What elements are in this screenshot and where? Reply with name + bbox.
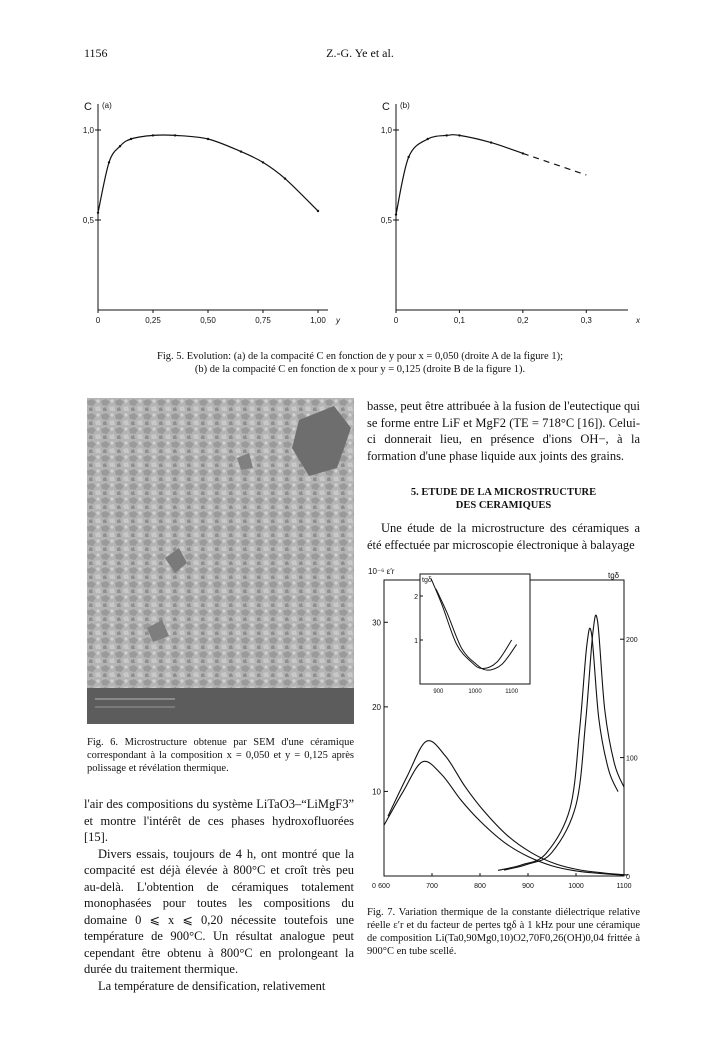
x-tick-label: 1100: [616, 883, 632, 890]
right-axis-label: tgδ: [608, 571, 620, 580]
sem-micrograph: [87, 398, 354, 724]
x-tick-label: 0,25: [145, 316, 161, 325]
y-tick-label-left: 30: [372, 618, 381, 628]
data-point: [152, 134, 154, 136]
y-axis-label: C: [382, 101, 390, 113]
x-tick-label: 800: [474, 883, 486, 890]
y-tick-label-left: 10: [372, 787, 381, 797]
series-line: [396, 135, 523, 215]
y-tick-label-left: 20: [372, 702, 381, 712]
x-tick-label: 0: [393, 316, 399, 325]
y-tick-label: 0,5: [380, 216, 392, 225]
left-para-3: La température de densification, relativement: [98, 978, 326, 993]
data-point: [108, 161, 110, 163]
y-tick-label-right: 100: [626, 755, 638, 763]
inset-x-tick-label: 900: [433, 689, 444, 695]
x-tick-label: 0: [95, 316, 101, 325]
fig7-caption: Fig. 7. Variation thermique de la constante diélectrique relative réelle ε′r et du facteur de pertes tgδ à 1 kHz pour une céramique de composition Li(Ta0,90Mg0,10)O2,70F0,26(OH)0,04 frittée à 900°C en tube scellé.: [367, 907, 640, 957]
panel-label: (a): [102, 101, 112, 110]
inset-y-tick-label: 1: [414, 638, 418, 645]
data-point: [395, 213, 397, 215]
data-point: [490, 141, 492, 143]
y-tick-label: 1,0: [82, 126, 94, 135]
x-tick-label: 1,00: [310, 316, 326, 325]
left-column-text: [84, 796, 354, 994]
y-tick-label: 0,5: [82, 216, 94, 225]
inset-x-tick-label: 1100: [505, 689, 519, 695]
data-point: [207, 138, 209, 140]
data-point: [446, 134, 448, 136]
running-head: Z.-G. Ye et al.: [326, 46, 394, 60]
data-point: [174, 134, 176, 136]
y-tick-label: 1,0: [380, 126, 392, 135]
section-title: [367, 486, 640, 512]
left-axis-label: 10⁻⁶ ε′r: [368, 567, 395, 576]
data-point: [97, 212, 99, 214]
x-tick-label: 0,3: [580, 316, 592, 325]
x-tick-label: 0,1: [453, 316, 465, 325]
origin-label: 0: [372, 883, 376, 890]
inset-x-tick-label: 1000: [468, 689, 482, 695]
inset-y-tick-label: 2: [414, 594, 418, 601]
data-point: [458, 134, 460, 136]
right-para-2: Une étude de la microstructure des céramiques a été effectuée par microscopie électronique à balayage: [367, 521, 640, 552]
y-axis-label: C: [84, 101, 92, 113]
fig5a-chart: [80, 74, 350, 336]
data-point: [130, 138, 132, 140]
x-tick-label: 1000: [568, 883, 584, 890]
fig5-caption-line2: (b) de la compacité C en fonction de x pour y = 0,125 (droite B de la figure 1).: [194, 364, 526, 375]
x-tick-label: 600: [378, 883, 390, 890]
data-point: [317, 210, 319, 212]
data-point: [240, 150, 242, 152]
y-tick-label-right: 0: [626, 874, 630, 881]
fig5-caption: [80, 350, 640, 376]
inset-axis-label: tgδ: [422, 577, 432, 584]
panel-label: (b): [400, 101, 410, 110]
x-tick-label: 900: [522, 883, 534, 890]
series-line: [523, 153, 586, 175]
series-line: [98, 135, 318, 213]
fig5b-chart: [378, 74, 638, 336]
x-axis-label: x: [636, 316, 640, 325]
sem-micrograph-image: [87, 398, 354, 724]
page-number: 1156: [84, 46, 108, 60]
data-point: [262, 161, 264, 163]
right-column-text: [367, 398, 640, 464]
data-point: [407, 156, 409, 158]
fig6-caption: Fig. 6. Microstructure obtenue par SEM d'une céramique correspondant à la composition x = 0,050 et y = 0,125 après polissage et révélation thermique.: [87, 737, 354, 774]
data-point: [284, 177, 286, 179]
x-tick-label: 0,50: [200, 316, 216, 325]
fig7-chart: [364, 560, 644, 900]
y-tick-label-right: 200: [626, 637, 638, 645]
epsilon-curve: [384, 761, 624, 875]
right-para-2-block: [367, 520, 640, 553]
epsilon-curve-2: [388, 741, 628, 875]
data-point: [427, 138, 429, 140]
x-tick-label: 0,2: [517, 316, 529, 325]
left-para-2: Divers essais, toujours de 4 h, ont montré que la compacité est déjà élevée à 800°C et croît très peu au-delà. L'obtention de céramiques totalement monophasées pour toutes les compositions du domaine 0 ⩽ x ⩽ 0,20 nécessite toutefois une température de 900°C. Un résultat analogue peut cependant être obtenu à 800°C en prolongeant la durée du traitement thermique.: [84, 846, 354, 976]
x-tick-label: 700: [426, 883, 438, 890]
left-para-1: l'air des compositions du système LiTaO3–“LiMgF3” et montre l'intérêt de ces phases hydroxofluorées [15].: [84, 797, 354, 844]
section-title-line1: 5. ETUDE DE LA MICROSTRUCTURE: [410, 487, 597, 498]
section-title-line2: DES CERAMIQUES: [455, 500, 552, 511]
data-point: [119, 145, 121, 147]
right-para-1: basse, peut être attribuée à la fusion de l'eutectique qui se forme entre LiF et MgF2 (TE = 718°C [16]). Celui-ci donnerait lieu, en présence d'ions OH−, à la formation d'une phase liquide aux joints des grains.: [367, 399, 640, 463]
x-axis-label: y: [336, 316, 340, 325]
fig5-caption-line1: Fig. 5. Evolution: (a) de la compacité C en fonction de y pour x = 0,050 (droite A de la figure 1);: [157, 351, 563, 362]
x-tick-label: 0,75: [255, 316, 271, 325]
